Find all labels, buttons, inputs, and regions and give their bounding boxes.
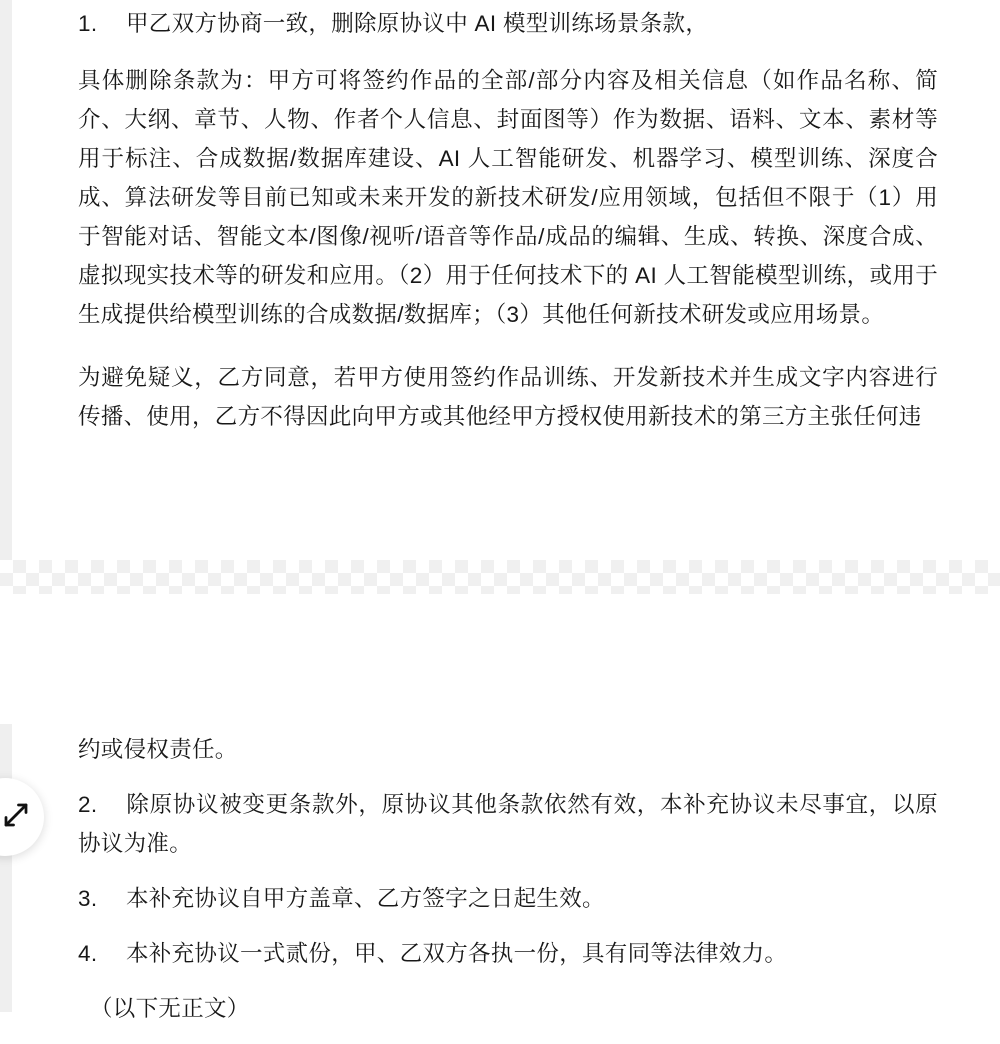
closing-note: （以下无正文）	[90, 996, 250, 1021]
clause-4	[78, 934, 938, 973]
clause-2-number: 2.	[78, 792, 98, 817]
clause-3-text: 本补充协议自甲方盖章、乙方签字之日起生效。	[126, 886, 605, 911]
left-gutter-strip	[0, 0, 12, 1012]
expand-arrows-icon	[0, 800, 31, 835]
clause-3	[78, 879, 938, 918]
clause-1-number: 1.	[78, 11, 98, 36]
clause-3-number: 3.	[78, 886, 98, 911]
clause-2	[78, 785, 938, 863]
document-bottom-section	[78, 730, 938, 1044]
page-transition-checkerboard	[0, 560, 1000, 594]
clause-4-text: 本补充协议一式贰份，甲、乙双方各执一份，具有同等法律效力。	[126, 941, 788, 966]
expand-button[interactable]	[0, 778, 44, 856]
clause-1-text: 甲乙双方协商一致，删除原协议中 AI 模型训练场景条款，	[126, 11, 709, 36]
clause-1	[78, 4, 938, 43]
paragraph-disclaimer: 为避免疑义，乙方同意，若甲方使用签约作品训练、开发新技术并生成文字内容进行传播、使用，乙方不得因此向甲方或其他经甲方授权使用新技术的第三方主张任何违	[78, 365, 938, 429]
clause-2-text: 除原协议被变更条款外，原协议其他条款依然有效，本补充协议未尽事宜，以原协议为准。	[78, 792, 938, 856]
document-top-section	[78, 4, 938, 452]
clause-4-number: 4.	[78, 941, 98, 966]
paragraph-continuation: 约或侵权责任。	[78, 737, 238, 762]
paragraph-deleted-clause-detail: 具体删除条款为：甲方可将签约作品的全部/部分内容及相关信息（如作品名称、简介、大纲、章节、人物、作者个人信息、封面图等）作为数据、语料、文本、素材等用于标注、合成数据/数据库建设、AI 人工智能研发、机器学习、模型训练、深度合成、算法研发等目前已知或未来开发的新技术研发/应用领域，包括但不限于（1）用于智能对话、智能文本/图像/视听/语音等作品/成品的编辑、生成、转换、深度合成、虚拟现实技术等的研发和应用。（2）用于任何技术下的 AI 人工智能模型训练，或用于生成提供给模型训练的合成数据/数据库；（3）其他任何新技术研发或应用场景。	[78, 68, 938, 327]
page-transition-whitespace	[0, 594, 1000, 724]
